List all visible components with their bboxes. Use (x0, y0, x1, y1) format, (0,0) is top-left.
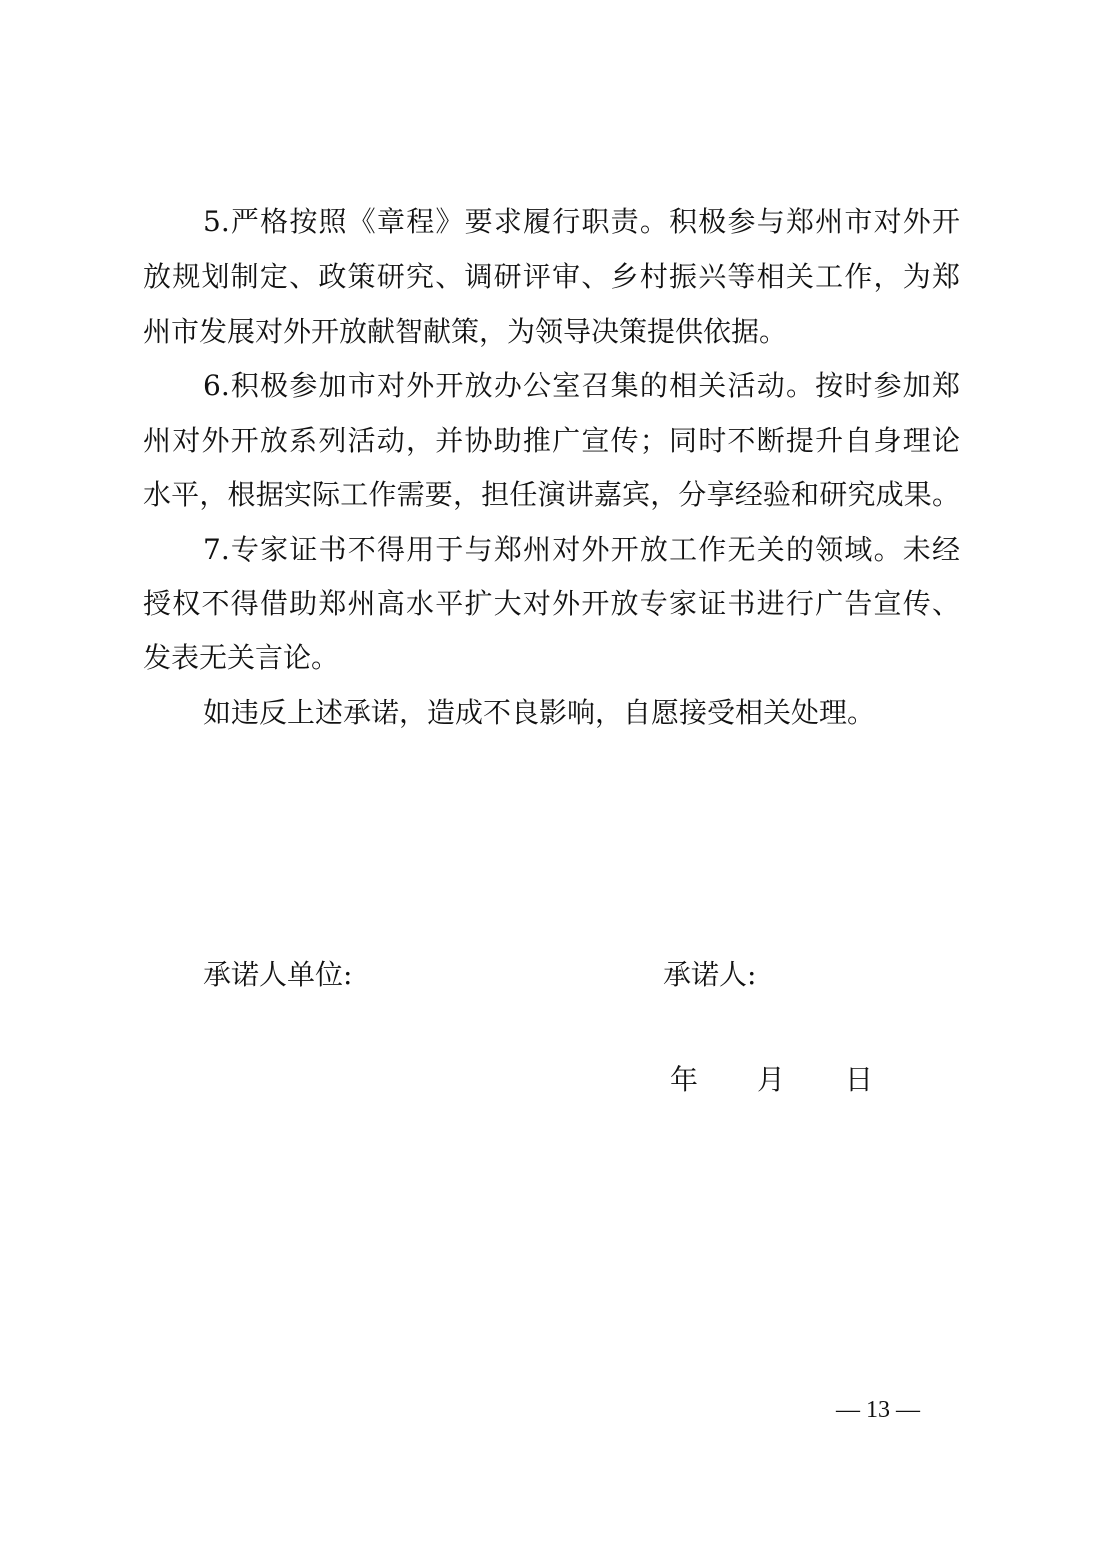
paragraph-line: 水平，根据实际工作需要，担任演讲嘉宾，分享经验和研究成果。 (143, 478, 960, 511)
paragraph-line: 发表无关言论。 (143, 641, 340, 674)
signature-person-label: 承诺人: (663, 958, 757, 991)
paragraph-line: 州对外开放系列活动，并协助推广宣传；同时不断提升自身理论 (143, 424, 960, 457)
paragraph-line: 放规划制定、政策研究、调研评审、乡村振兴等相关工作，为郑 (143, 260, 960, 293)
paragraph-line: 授权不得借助郑州高水平扩大对外开放专家证书进行广告宣传、 (143, 587, 960, 620)
page-number: — 13 — (836, 1397, 920, 1423)
paragraph-line: 5.严格按照《章程》要求履行职责。积极参与郑州市对外开 (203, 205, 960, 238)
paragraph-line: 7.专家证书不得用于与郑州对外开放工作无关的领域。未经 (203, 533, 960, 566)
paragraph-line: 州市发展对外开放献智献策，为领导决策提供依据。 (143, 315, 788, 348)
paragraph-line: 如违反上述承诺，造成不良影响，自愿接受相关处理。 (203, 696, 876, 729)
signature-unit-label: 承诺人单位: (203, 958, 353, 991)
paragraph-line: 6.积极参加市对外开放办公室召集的相关活动。按时参加郑 (203, 369, 960, 402)
date-month-label: 月 (757, 1063, 786, 1096)
date-year-label: 年 (670, 1063, 699, 1096)
date-day-label: 日 (845, 1063, 874, 1096)
